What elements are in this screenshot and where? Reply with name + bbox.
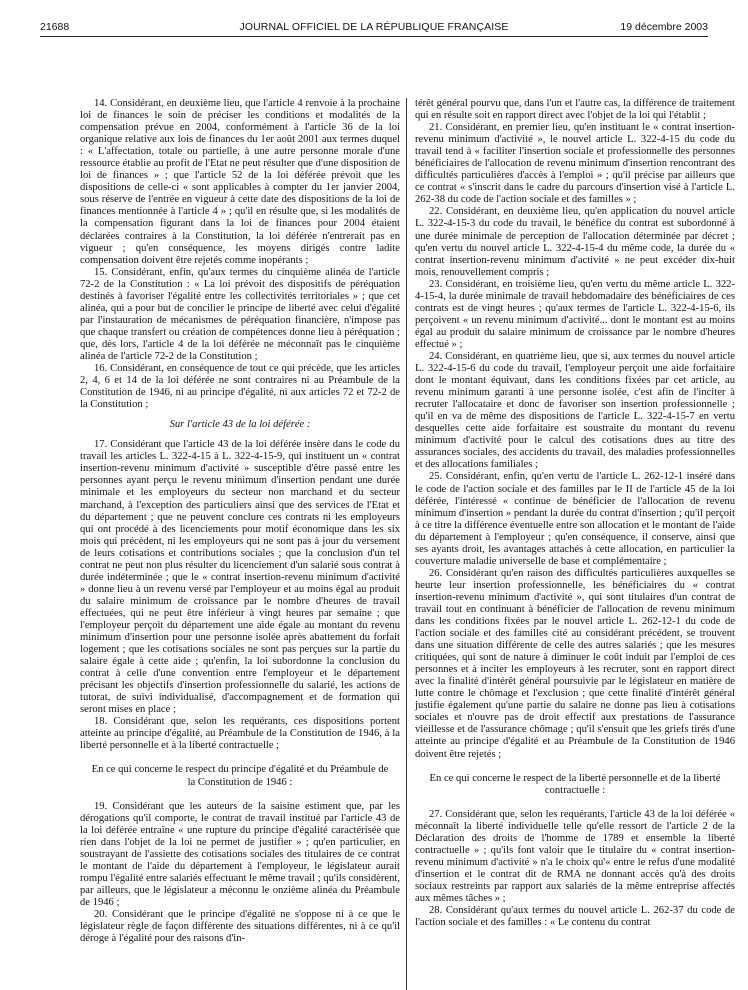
paragraph-20: 20. Considérant que le principe d'égalité ne s'oppose ni à ce que le législateur règle de façon différente des situations différentes, ni à ce qu'il déroge à l'égalité pour des raisons d'in- (80, 909, 400, 945)
paragraph-17: 17. Considérant que l'article 43 de la loi déférée insère dans le code du travail les articles L. 322-4-15 à L. 322-4-15-9, qui instituent un « contrat insertion-revenu minimum d'activité » susceptible d'être passé entre les personnes ayant perçu le revenu minimum d'insertion pendant une durée minimale et les employeurs du secteur non marchand et du secteur marchand, à l'exception des particuliers ainsi que des services de l'Etat et du département ; que ne peuvent conclure ces contrats ni les employeurs qui ont procédé à des licenciements pour motif économique dans les six mois qui précèdent, ni les employeurs qui ne sont pas à jour du versement de leurs cotisations et contributions sociales ; que la conclusion d'un tel contrat ne peut non plus résulter du licenciement d'un salarié sous contrat à durée indéterminée ; que le « contrat insertion-revenu minimum d'activité » donne lieu à un revenu versé par l'employeur et au moins égal au produit du salaire minimum de croissance par le nombre d'heures de travail effectuées, qui ne peut être inférieur à vingt heures par semaine ; que l'employeur perçoit du département une aide égale au montant du revenu minimum d'insertion pour une personne isolée après abattement du forfait logement ; que les cotisations sociales ne sont pas perçues sur la partie du salaire égale à cette aide ; qu'enfin, la loi subordonne la conclusion du contrat à celle d'une convention entre l'employeur et le département précisant les objectifs d'insertion professionnelle du salarié, les actions de tutorat, de suivi individualisé, d'accompagnement et de formation qui seront mises en place ; (80, 439, 400, 716)
paragraph-19: 19. Considérant que les auteurs de la saisine estiment que, par les dérogations qu'il comporte, le contrat de travail institué par l'article 43 de la loi déférée entraîne « une rupture du principe d'égalité caractérisée que rien dans l'objet de la loi ne permet de justifier » ; qu'en particulier, en soustrayant de l'assiette des cotisations sociales des titulaires de ce contrat le montant de l'aide du département à l'employeur, le législateur aurait rompu l'égalité entre salariés effectuant le même travail ; qu'ils considèrent, par ailleurs, que le législateur a méconnu le onzième alinéa du Préambule de 1946 ; (80, 800, 400, 908)
section-heading-liberte: En ce qui concerne le respect de la liberté personnelle et de la liberté contractuelle : (429, 772, 721, 796)
paragraph-18: 18. Considérant que, selon les requérants, ces dispositions portent atteinte au principe d'égalité, au Préambule de la Constitution de 1946, à la liberté personnelle et à la liberté contractuelle ; (80, 716, 400, 752)
paragraph-26: 26. Considérant qu'en raison des difficultés particulières auxquelles se heurte leur insertion professionnelle, les bénéficiaires du « contrat insertion-revenu minimum d'activité », qui sont titulaires d'un contrat de travail tout en continuant à bénéficier de l'allocation de revenu minimum dans les conditions fixées par le nouvel article L. 262-12-1 du code de l'action sociale et des familles cité au considérant précédent, se trouvent dans une situation différente de celle des autres salariés ; que les mesures critiquées, qui sont de nature à diminuer le coût induit par l'emploi de ces personnes et à inciter les employeurs à les recruter, sont en rapport direct avec la finalité d'intérêt général poursuivie par le législateur en matière de lutte contre le chômage et l'exclusion ; que cette finalité d'intérêt général justifie également qu'une partie du salaire ne donne pas lieu à cotisations sociales et n'ouvre pas de droit effectif aux prestations de l'assurance vieillesse et de l'assurance chômage ; qu'il s'ensuit que les griefs tirés d'une atteinte au principe d'égalité et au Préambule de la Constitution de 1946 doivent être rejetés ; (415, 567, 735, 760)
paragraph-24: 24. Considérant, en quatrième lieu, que si, aux termes du nouvel article L. 322-4-15-6 du code du travail, l'employeur perçoit une aide forfaitaire dont le montant équivaut, dans les conditions fixées par cet article, au revenu minimum garanti à une personne isolée, c'est afin de l'inciter à recruter l'allocataire et donc de favoriser son insertion professionnelle ; qu'il en va de même des dispositions de l'article L. 322-4-15-7 en vertu desquelles cette aide forfaitaire est soustraite du montant du revenu minimum d'activité pour le calcul des cotisations dues au titre des assurances sociales, des accidents du travail, des maladies professionnelles et des allocations familiales ; (415, 350, 735, 471)
paragraph-21: 21. Considérant, en premier lieu, qu'en instituant le « contrat insertion-revenu minimum d'activité », le nouvel article L. 322-4-15 du code du travail tend à « faciliter l'insertion sociale et professionnelle des personnes bénéficiaires de l'allocation de revenu minimum d'insertion rencontrant des difficultés particulières d'accès à l'emploi » ; qu'il précise par ailleurs que ce contrat « s'inscrit dans le cadre du parcours d'insertion visé à l'article L. 262-38 du code de l'action sociale et des familles » ; (415, 122, 735, 206)
paragraph-14: 14. Considérant, en deuxième lieu, que l'article 4 renvoie à la prochaine loi de finances le soin de préciser les conditions et modalités de la compensation prévue en 2004, conformément à l'article 36 de la loi organique relative aux lois de finances du 1er août 2001 aux termes duquel : « L'affectation, totale ou partielle, à une autre personne morale d'une ressource établie au profit de l'Etat ne peut résulter que d'une disposition de loi de finances » ; que l'article 52 de la loi déférée prévoit que les dispositions de celle-ci « sont applicables à compter du 1er janvier 2004, sous réserve de l'entrée en vigueur à cette date des dispositions de la loi de finances mentionnée à l'article 4 » ; qu'il en résulte que, si les modalités de la compensation figurant dans la loi de finances pour 2004 étaient déclarées contraires à la Constitution, la loi déférée n'entrerait pas en vigueur ; qu'en conséquence, les moyens dirigés contre ladite compensation doivent être rejetés comme inopérants ; (80, 98, 400, 266)
paragraph-23: 23. Considérant, en troisième lieu, qu'en vertu du même article L. 322-4-15-4, la durée minimale de travail hebdomadaire des bénéficiaires de ces contrats est de vingt heures ; qu'aux termes de l'article L. 322-4-15-6, ils perçoivent « un revenu minimum d'activité... dont le montant est au moins égal au produit du salaire minimum de croissance par le nombre d'heures effectué » ; (415, 278, 735, 350)
paragraph-22: 22. Considérant, en deuxième lieu, qu'en application du nouvel article L. 322-4-15-3 du code du travail, le bénéfice du contrat est subordonné à une durée minimale de perception de l'allocation déterminée par décret ; qu'en vertu du nouvel article L. 322-4-15-4 du même code, la durée du « contrat insertion-revenu minimum d'activité » ne peut excéder dix-huit mois, renouvellement compris ; (415, 206, 735, 278)
paragraph-15: 15. Considérant, enfin, qu'aux termes du cinquième alinéa de l'article 72-2 de la Constitution : « La loi prévoit des dispositifs de péréquation destinés à favoriser l'égalité entre les collectivités territoriales » ; que cet alinéa, qui a pour but de concilier le principe de liberté avec celui d'égalité par l'instauration de mécanismes de péréquation financière, n'impose pas que chaque transfert ou création de compétences donne lieu à péréquation ; que, dès lors, l'article 4 de la loi déférée ne méconnaît pas le cinquième alinéa de l'article 72-2 de la Constitution ; (80, 266, 400, 362)
page-number: 21688 (40, 21, 70, 33)
header-rule (40, 36, 708, 37)
left-column (80, 98, 400, 945)
paragraph-20-continued: térêt général pourvu que, dans l'un et l'autre cas, la différence de traitement qui en résulte soit en rapport direct avec l'objet de la loi qui l'établit ; (415, 98, 735, 122)
journal-title: JOURNAL OFFICIEL DE LA RÉPUBLIQUE FRANÇAISE (239, 21, 509, 33)
publication-date: 19 décembre 2003 (620, 21, 708, 33)
sub-heading-article-43: Sur l'article 43 de la loi déférée : (169, 419, 311, 431)
right-column (415, 98, 735, 929)
paragraph-27: 27. Considérant que, selon les requérants, l'article 43 de la loi déférée « méconnaît la liberté individuelle telle qu'elle ressort de l'article 2 de la Déclaration des droits de l'homme de 1789 et ensemble la liberté contractuelle » ; qu'ils font valoir que le titulaire du « contrat insertion-revenu minimum d'activité » n'a le choix qu'« entre le refus d'une modalité d'insertion et le contrat dit de RMA ne donnant accès qu'à des droits sociaux restreints par rapport aux salariés de la même entreprise affectés aux mêmes tâches » ; (415, 808, 735, 904)
paragraph-16: 16. Considérant, en conséquence de tout ce qui précède, que les articles 2, 4, 6 et 14 de la loi déférée ne sont contraires ni au Préambule de la Constitution de 1946, ni au principe d'égalité, ni aux articles 72 et 72-2 de la Constitution ; (80, 363, 400, 411)
paragraph-25: 25. Considérant, enfin, qu'en vertu de l'article L. 262-12-1 inséré dans le code de l'action sociale et des familles par le II de l'article 45 de la loi déférée, l'intéressé « continue de bénéficier de l'allocation de revenu minimum d'insertion » pendant la durée du contrat d'insertion ; qu'il perçoit à ce titre la différence éventuelle entre son allocation et le montant de l'aide du département à l'employeur ; qu'en conséquence, il conserve, ainsi que ses ayants droit, les avantages attachés à cette allocation, en particulier la couverture maladie universelle de base et complémentaire ; (415, 471, 735, 567)
column-divider (406, 98, 407, 990)
paragraph-28: 28. Considérant qu'aux termes du nouvel article L. 262-37 du code de l'action sociale et des familles : « Le contenu du contrat (415, 905, 735, 929)
section-heading-egalite: En ce qui concerne le respect du principe d'égalité et du Préambule de la Constitution de 1946 : (91, 764, 389, 788)
